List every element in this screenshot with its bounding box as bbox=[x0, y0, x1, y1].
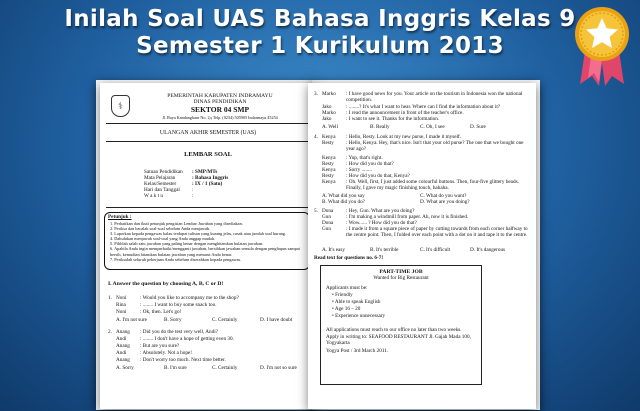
q5-line-4: : I made it from a square piece of paper by cutting towards from each corner halfway to the centre point. Then, I folded over each point with a dot on it and tape it to the centre. bbox=[346, 226, 528, 238]
q2-option-c: C. Certainly bbox=[212, 365, 238, 371]
exam-title: ULANGAN AKHIR SEMESTER (UAS) bbox=[159, 130, 257, 136]
q4-speaker-6: Resty bbox=[322, 173, 334, 179]
job-intro: Applicants must be: bbox=[326, 285, 368, 291]
q1-line-1: : Would you like to accompany me to the shop? bbox=[140, 295, 239, 301]
q2-option-d: D. I'm not so sure bbox=[260, 365, 297, 371]
job-requirement-2: Able to speak English bbox=[334, 299, 381, 305]
q5-speaker-2: Gun bbox=[322, 214, 331, 220]
q3-line-2: : ........? It's what I want to hear. Where can I find the information about it? bbox=[346, 104, 501, 110]
q4-line-4: : How did you do that? bbox=[346, 161, 394, 167]
q2-line-4: : Absolutely. Not a hope! bbox=[140, 350, 192, 356]
petunjuk-item-1: Perhatikan dan ikuti petunjuk pengisian Lembar Jawaban yang disediakan. bbox=[114, 221, 243, 226]
q2-option-b: B. I'm sure bbox=[164, 365, 187, 371]
petunjuk-title: Petunjuk : bbox=[108, 214, 132, 220]
q4-line-5: : Sorry ........ bbox=[346, 167, 372, 173]
q1-option-c: C. Certainly bbox=[212, 317, 238, 323]
headline bbox=[0, 6, 640, 60]
headline-line-2: Semester 1 Kurikulum 2013 bbox=[136, 33, 504, 59]
q3-speaker-2: Jako bbox=[322, 104, 332, 110]
q4-speaker-7: Kenya bbox=[322, 179, 336, 185]
q1-number: 1. bbox=[108, 295, 112, 301]
job-requirement-4: Experience unnecessary bbox=[335, 313, 386, 319]
q3-option-b: B. Really bbox=[370, 124, 390, 130]
info-value-3: : bbox=[192, 187, 194, 193]
petunjuk-item-7: Periksalah seluruh pekerjaan Anda sebelum diserahkan kepada pengawas. bbox=[114, 256, 242, 262]
q1-option-a: A. I'm not sure bbox=[116, 317, 147, 323]
info-divider bbox=[106, 207, 310, 208]
q5-option-d: D. It's dangerous bbox=[470, 247, 506, 253]
q1-speaker-2: Rina bbox=[116, 302, 126, 308]
job-requirement-3: Age 16 – 20 bbox=[334, 306, 361, 312]
q2-speaker-3: Anang bbox=[116, 343, 130, 349]
job-title: PART-TIME JOB bbox=[379, 269, 423, 275]
read-text-instruction: Read text for questions no. 6-7! bbox=[314, 255, 384, 261]
q4-speaker-2: Resty bbox=[322, 140, 334, 146]
info-value-4: : bbox=[192, 193, 194, 199]
header-address: Jl. Raya Kandanghaur No. 2д Telp. (0234) 505905 Indramayu 45254 bbox=[162, 115, 278, 120]
q4-line-1: : Hello, Resty. Look at my new purse, I made it myself. bbox=[346, 134, 462, 140]
header-line-2: DINAS PENDIDIKAN bbox=[193, 99, 247, 105]
info-label-3: Hari dan Tanggal bbox=[144, 187, 180, 193]
info-label-2: Kelas/Semester bbox=[144, 181, 177, 187]
q5-option-b: B. It's terrible bbox=[370, 247, 399, 253]
q2-speaker-5: Anang bbox=[116, 357, 130, 363]
q5-speaker-4: Gun bbox=[322, 226, 331, 232]
q5-option-a: A. It's easy bbox=[322, 247, 345, 253]
q2-line-1: : Did you do the test very well, Andi? bbox=[140, 329, 218, 335]
exam-sheet-page-1 bbox=[100, 83, 316, 409]
q5-option-c: C. It's difficult bbox=[420, 247, 451, 253]
q1-line-3: : Ok, then. Let's go! bbox=[140, 309, 182, 315]
title-divider bbox=[106, 141, 310, 142]
petunjuk-item-6: Apabila Anda ingin memperbaiki/mengganti jawaban, bersihkan jawaban semula dengan penghapus sampai bersih, kemudian hitamkan bulatan jawaban yang menurut Anda benar. bbox=[110, 246, 300, 257]
petunjuk-list: 1. Perhatikan dan ikuti petunjuk pengisian Lembar Jawaban yang disediakan. 2. Periksa dan bacalah soal-soal sebelum Anda menjawab. 3. Laporkan kepada pengawas kalau terdapat tulisan yang kurang jelas, rusak atau jumlah soal kurang. 4. Dahulukan menjawab soal-soal yang Anda anggap mudah. 5. Pilihlah salah satu jawaban yang paling benar dengan menghitamkan bulatan jawaban. 6. Apabila Anda ingin memperbaiki/mengganti jawaban, bersihkan jawaban semula dengan penghapus sampai bersih, kemudian hitamkan bulatan jawaban yang menurut Anda benar. 7. Periksalah seluruh pekerjaan Anda sebelum diserahkan kepada pengawas. bbox=[110, 221, 300, 262]
info-value-1: : Bahasa Inggris bbox=[192, 175, 229, 181]
q2-line-2: : ........ I don't have a hope of getting even 30. bbox=[140, 336, 234, 342]
q3-option-c: C. Oh, I see bbox=[420, 124, 445, 130]
q5-line-3: : Wow...... ? How did you do that? bbox=[346, 220, 417, 226]
exam-sheet-page-2 bbox=[308, 83, 536, 409]
petunjuk-item-4: Dahulukan menjawab soal-soal yang Anda anggap mudah. bbox=[114, 236, 216, 242]
job-closing-3: Yogya Post / 3rd March 2011. bbox=[326, 348, 389, 354]
q3-option-d: D. Sure bbox=[470, 124, 486, 130]
q1-option-b: B. Sorry bbox=[164, 317, 182, 323]
q1-speaker-3: Noni bbox=[116, 309, 127, 315]
q4-speaker-3: Kenya bbox=[322, 155, 336, 161]
info-value-0: : SMP/MTs bbox=[192, 169, 218, 175]
header-line-3: SEKTOR 04 SMP bbox=[190, 105, 250, 114]
job-closing-1: All applications must reach to our office no later than two weeks. bbox=[326, 327, 462, 333]
q3-line-4: : I want to see it. Thanks for the information. bbox=[346, 116, 440, 122]
q2-number: 2. bbox=[108, 329, 112, 335]
q2-speaker-4: Andi bbox=[116, 350, 127, 356]
petunjuk-item-2: Periksa dan bacalah soal-soal sebelum Anda menjawab. bbox=[114, 226, 211, 232]
q5-line-2: : I'm making a windmill from paper. Ah, now it is finished. bbox=[346, 214, 469, 220]
q2-option-a: A. Sorry bbox=[116, 365, 134, 371]
q1-line-2: : ........ I want to buy some snack too. bbox=[140, 302, 217, 308]
q4-option-a: A. What did you say bbox=[322, 193, 365, 199]
q2-speaker-1: Anang bbox=[116, 329, 130, 335]
sheet-title: LEMBAR SOAL bbox=[184, 151, 232, 158]
q1-option-d: D. I have doubt bbox=[260, 317, 293, 323]
job-subtitle: Wanted for Big Restaurant bbox=[373, 275, 429, 281]
q4-speaker-1: Kenya bbox=[322, 134, 336, 140]
info-label-4: W a k t u bbox=[144, 193, 163, 199]
q4-line-6: : How did you do that, Kenya? bbox=[346, 173, 410, 179]
q5-line-1: : Hey, Gun. What are you doing? bbox=[346, 208, 415, 214]
q3-line-1: : I have good news for you. Your article on the tourism in Indonesia won the national competition. bbox=[346, 91, 523, 103]
q3-speaker-3: Marko bbox=[322, 110, 336, 116]
q3-speaker-4: Jako bbox=[322, 116, 332, 122]
job-ad-box bbox=[320, 265, 482, 385]
q4-speaker-4: Resty bbox=[322, 161, 334, 167]
section-title: I. Answer the question by choosing A, B, C or D! bbox=[108, 281, 224, 287]
q2-speaker-2: Andi bbox=[116, 336, 127, 342]
q4-line-7: : Oh. Well, first, I just added some colourful buttons. Then, four-five glittery beads. Finally, I gave my magic finishing touch, hahaha. bbox=[346, 179, 519, 191]
petunjuk-item-5: Pilihlah salah satu jawaban yang paling benar dengan menghitamkan bulatan jawaban. bbox=[114, 241, 264, 247]
headline-line-1: Inilah Soal UAS Bahasa Inggris Kelas 9 bbox=[64, 6, 576, 32]
q5-speaker-3: Dona bbox=[322, 220, 334, 226]
q5-speaker-1: Dona bbox=[322, 208, 334, 214]
q4-option-c: C. What do you want? bbox=[420, 193, 467, 199]
job-closing-2: Apply in writing to: SEAFOOD RESTAURANT Jl. Gajah Mada 100, Yogyakarta bbox=[326, 334, 471, 346]
petunjuk-item-3: Laporkan kepada pengawas kalau terdapat tulisan yang kurang jelas, rusak atau jumlah soal kurang. bbox=[114, 231, 286, 237]
header-divider bbox=[106, 123, 310, 124]
q4-line-3: : Yup, that's right. bbox=[346, 155, 383, 161]
q5-number: 5. bbox=[314, 208, 318, 214]
header-line-1: PEMERINTAH KABUPATEN INDRAMAYU bbox=[167, 93, 273, 99]
job-requirements: • Friendly • Able to speak English • Age 16 – 20 • Experience unnecessary bbox=[332, 292, 386, 319]
star-badge-icon bbox=[572, 4, 632, 88]
q4-option-b: B. What did you do? bbox=[322, 199, 365, 205]
job-requirement-1: Friendly bbox=[335, 292, 353, 298]
q2-line-5: : Don't worry too much. Next time better. bbox=[140, 357, 226, 363]
q1-speaker-1: Noni bbox=[116, 295, 127, 301]
q2-line-3: : But are you sure? bbox=[140, 343, 180, 349]
q3-line-3: : I read the announcement in front of the teacher's office. bbox=[346, 110, 464, 116]
q3-speaker-1: Marko bbox=[322, 91, 336, 97]
q3-number: 3. bbox=[314, 91, 318, 97]
q4-speaker-5: Kenya bbox=[322, 167, 336, 173]
regency-seal-icon: ⚕ bbox=[111, 95, 130, 117]
info-label-1: Mata Pelajaran bbox=[144, 175, 176, 181]
q4-option-d: D. What are you doing? bbox=[420, 199, 470, 205]
info-label-0: Satuan Pendidikan bbox=[144, 169, 183, 175]
q3-option-a: A. Well bbox=[322, 124, 338, 130]
info-value-2: : IX / 1 (Satu) bbox=[192, 181, 223, 187]
q4-number: 4. bbox=[314, 134, 318, 140]
q4-line-2: : Hello, Kenya. Hey, that's nice. Isn't that your old purse? The one that we bought one year ago? bbox=[346, 140, 524, 152]
